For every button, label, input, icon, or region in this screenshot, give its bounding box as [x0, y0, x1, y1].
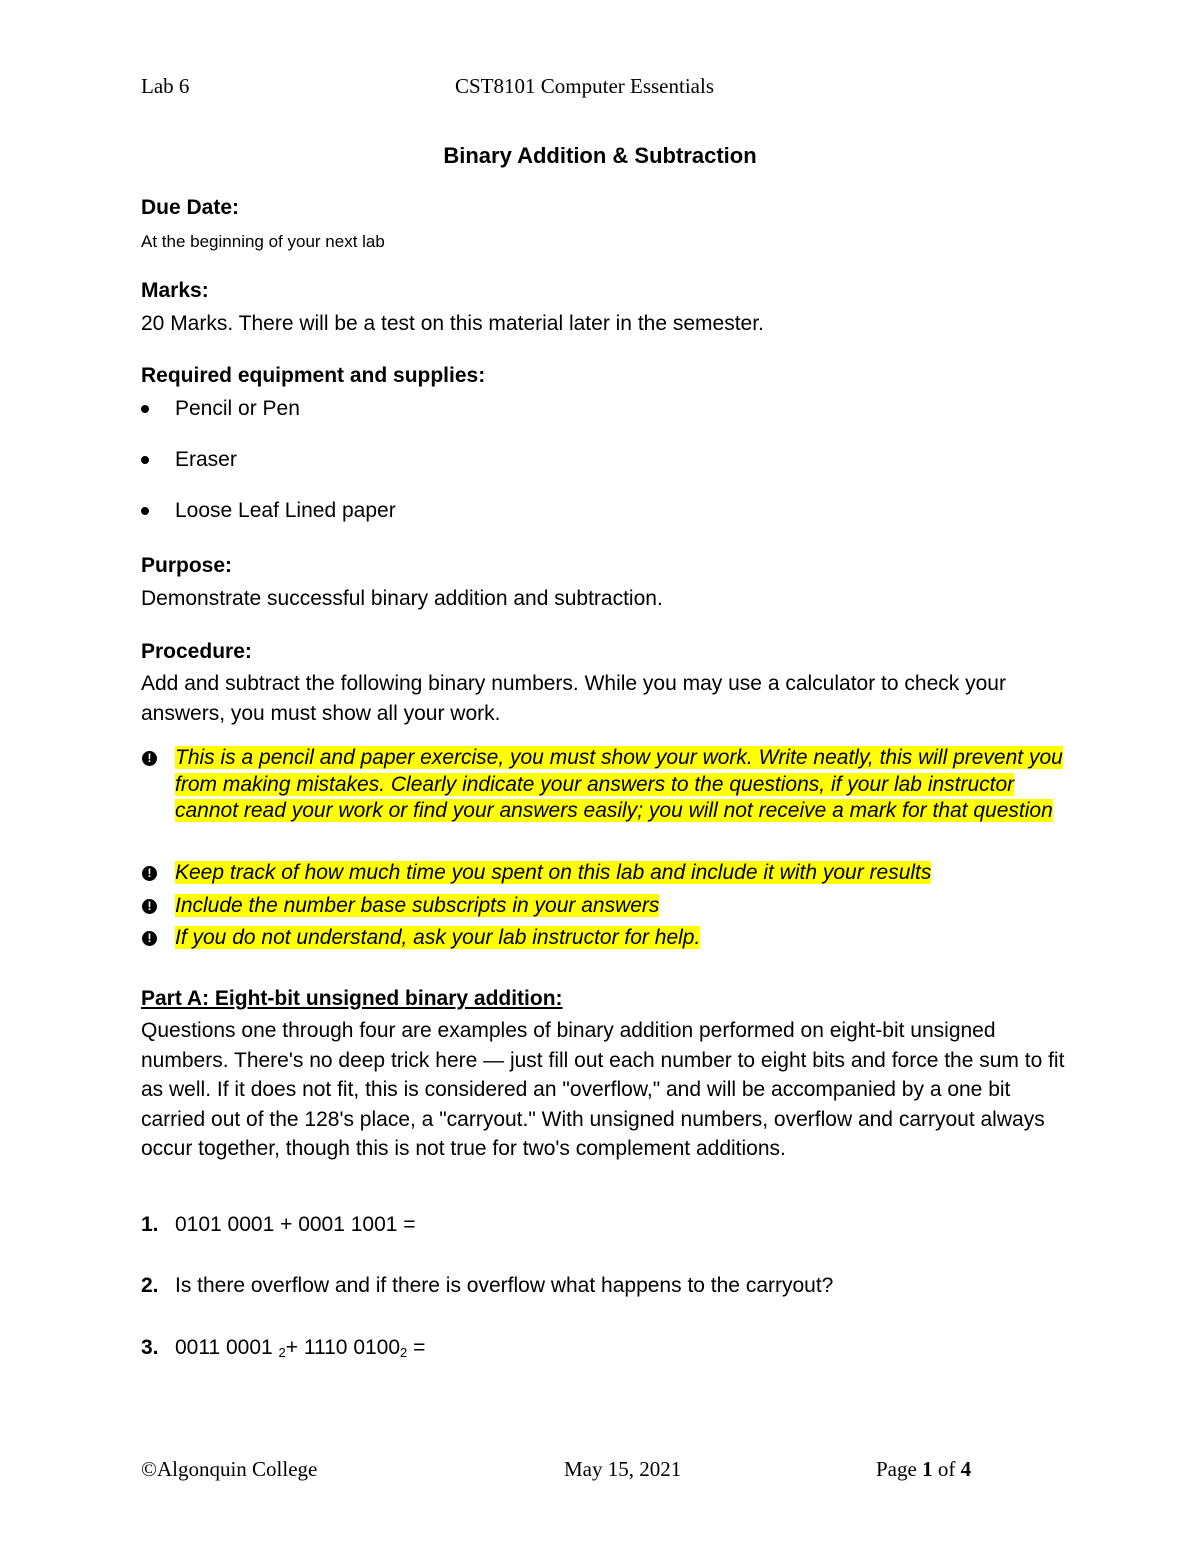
procedure-note: [175, 925, 1075, 952]
exclamation-circle-icon: !: [142, 751, 157, 766]
procedure-note-text: This is a pencil and paper exercise, you must show your work. Write neatly, this will prevent you from making mistakes. Clearly indicate your answers to the questions, if your lab instructor cannot read your work or find your answers easily; you will not receive a mark for that question: [175, 746, 1063, 822]
header-course-title: CST8101 Computer Essentials: [455, 74, 714, 98]
equipment-item: Pencil or Pen: [175, 397, 300, 420]
due-date-heading: Due Date:: [141, 196, 240, 219]
purpose-heading: Purpose:: [141, 554, 233, 577]
marks-heading: Marks:: [141, 279, 209, 302]
procedure-note: [175, 893, 1075, 920]
procedure-note-text: Keep track of how much time you spent on this lab and include it with your results: [175, 861, 932, 884]
base-subscript: 2: [278, 1345, 286, 1360]
procedure-note-text: If you do not understand, ask your lab instructor for help.: [175, 926, 701, 949]
marks-text: 20 Marks. There will be a test on this material later in the semester.: [141, 312, 764, 335]
question-text: 0101 0001 + 0001 1001 =: [175, 1213, 416, 1236]
page-prefix: Page: [876, 1457, 923, 1481]
procedure-text: Add and subtract the following binary numbers. While you may use a calculator to check your answers, you must show all your work.: [141, 672, 1006, 725]
question-text-part: + 1110 0100: [285, 1336, 401, 1359]
footer-page-number: [876, 1457, 971, 1482]
question-text: [175, 1336, 425, 1360]
exclamation-circle-icon: !: [142, 899, 157, 914]
procedure-note: [175, 745, 1075, 825]
page-of: of: [932, 1457, 961, 1481]
current-page: 1: [922, 1457, 933, 1481]
question-number: 2.: [141, 1274, 159, 1297]
exclamation-circle-icon: !: [142, 931, 157, 946]
equipment-heading: Required equipment and supplies:: [141, 364, 486, 387]
footer-date: May 15, 2021: [564, 1457, 682, 1481]
equipment-item: Eraser: [175, 448, 237, 471]
part-a-heading: Part A: Eight-bit unsigned binary addition:: [141, 987, 563, 1010]
total-pages: 4: [960, 1457, 972, 1481]
question-text-part: 0011 0001: [175, 1336, 279, 1359]
bullet-icon: [141, 507, 149, 515]
procedure-note-text: Include the number base subscripts in your answers: [175, 894, 660, 917]
due-date-text: At the beginning of your next lab: [141, 232, 385, 251]
purpose-text: Demonstrate successful binary addition and subtraction.: [141, 587, 663, 610]
part-a-text: Questions one through four are examples of binary addition performed on eight-bit unsigned numbers. There's no deep trick here — just fill out each number to eight bits and force the sum to fit as well. If it does not fit, this is considered an "overflow," and will be accompanied by a one bit carried out of the 128's place, a "carryout." With unsigned numbers, overflow and carryout always occur together, though this is not true for two's complement additions.: [141, 1019, 1065, 1160]
procedure-heading: Procedure:: [141, 640, 252, 663]
base-subscript: 2: [400, 1345, 408, 1360]
bullet-icon: [141, 405, 149, 413]
header-lab-label: Lab 6: [141, 74, 190, 98]
question-number: 3.: [141, 1336, 159, 1359]
procedure-note: [175, 860, 1075, 887]
exclamation-circle-icon: !: [142, 866, 157, 881]
document-title: Binary Addition & Subtraction: [443, 143, 757, 168]
bullet-icon: [141, 456, 149, 464]
question-number: 1.: [141, 1213, 159, 1236]
question-text: Is there overflow and if there is overflow what happens to the carryout?: [175, 1274, 834, 1297]
equipment-item: Loose Leaf Lined paper: [175, 499, 396, 522]
footer-copyright: ©Algonquin College: [141, 1457, 318, 1481]
question-text-part: =: [407, 1336, 426, 1359]
